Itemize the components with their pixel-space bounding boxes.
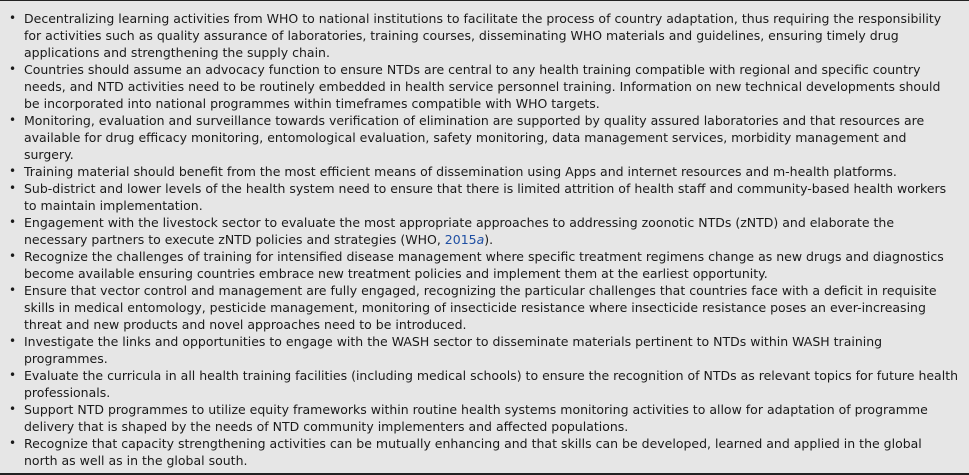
bullet-icon: • <box>9 283 17 297</box>
list-item <box>0 435 969 469</box>
list-item <box>0 248 969 282</box>
item-text: Engagement with the livestock sector to evaluate the most appropriate approaches to addressing zoonotic NTDs (zNTD) and elaborate the necessary partners to execute zNTD policies and strategies (WHO, <box>24 215 895 247</box>
list-item <box>0 333 969 367</box>
item-text-end: ). <box>484 232 494 247</box>
list-item <box>0 61 969 112</box>
list-item <box>0 180 969 214</box>
item-text: Recognize the challenges of training for intensified disease management where specific treatment regimens change as new drugs and diagnostics become available ensuring countries embrace new treatment policies and implement them at the earliest opportunity. <box>24 249 944 281</box>
citation-suffix: a <box>476 232 485 247</box>
item-text: Investigate the links and opportunities to engage with the WASH sector to disseminate materials pertinent to NTDs within WASH training programmes. <box>24 334 883 366</box>
bullet-icon: • <box>9 181 17 195</box>
list-item <box>0 10 969 61</box>
item-text: Recognize that capacity strengthening activities can be mutually enhancing and that skills can be developed, learned and applied in the global north as well as in the global south. <box>24 436 922 468</box>
list-item <box>0 214 969 248</box>
bullet-icon: • <box>9 402 17 416</box>
item-text: Countries should assume an advocacy function to ensure NTDs are central to any health training compatible with regional and specific country needs, and NTD activities need to be routinely embedded in health service personnel training. Information on new technical developments should be incorporated into national programmes within timeframes compatible with WHO targets. <box>24 62 941 111</box>
bullet-icon: • <box>9 368 17 382</box>
list-item <box>0 367 969 401</box>
bullet-icon: • <box>9 11 17 25</box>
item-text: Decentralizing learning activities from WHO to national institutions to facilitate the process of country adaptation, thus requiring the responsibility for activities such as quality assurance of laboratories, training courses, disseminating WHO materials and guidelines, ensuring timely drug applications and strengthening the supply chain. <box>24 11 942 60</box>
item-text: Ensure that vector control and management are fully engaged, recognizing the particular challenges that countries face with a deficit in requisite skills in medical entomology, pesticide management, monitoring of insecticide resistance where insecticide resistance poses an ever-increasing threat and new products and novel approaches need to be introduced. <box>24 283 937 332</box>
item-text: Training material should benefit from the most efficient means of dissemination using Apps and internet resources and m-health platforms. <box>24 164 897 179</box>
item-text: Sub-district and lower levels of the health system need to ensure that there is limited attrition of health staff and community-based health workers to maintain implementation. <box>24 181 947 213</box>
bullet-icon: • <box>9 62 17 76</box>
item-text: Evaluate the curricula in all health training facilities (including medical schools) to ensure the recognition of NTDs as relevant topics for future health professionals. <box>24 368 959 400</box>
item-text: Monitoring, evaluation and surveillance towards verification of elimination are supported by quality assured laboratories and that resources are available for drug efficacy monitoring, entomological evaluation, safety monitoring, data management services, morbidity management and surgery. <box>24 113 925 162</box>
bullet-icon: • <box>9 249 17 263</box>
citation-link[interactable] <box>445 232 484 247</box>
bullet-icon: • <box>9 334 17 348</box>
recommendations-list <box>0 10 969 469</box>
list-item <box>0 112 969 163</box>
citation-year: 2015 <box>444 232 477 247</box>
bullet-icon: • <box>9 164 17 178</box>
bullet-icon: • <box>9 436 17 450</box>
item-text: Support NTD programmes to utilize equity frameworks within routine health systems monitoring activities to allow for adaptation of programme delivery that is shaped by the needs of NTD community implementers and affected populations. <box>24 402 928 434</box>
list-item <box>0 401 969 435</box>
bullet-icon: • <box>9 215 17 229</box>
list-item <box>0 163 969 180</box>
bullet-icon: • <box>9 113 17 127</box>
list-item <box>0 282 969 333</box>
